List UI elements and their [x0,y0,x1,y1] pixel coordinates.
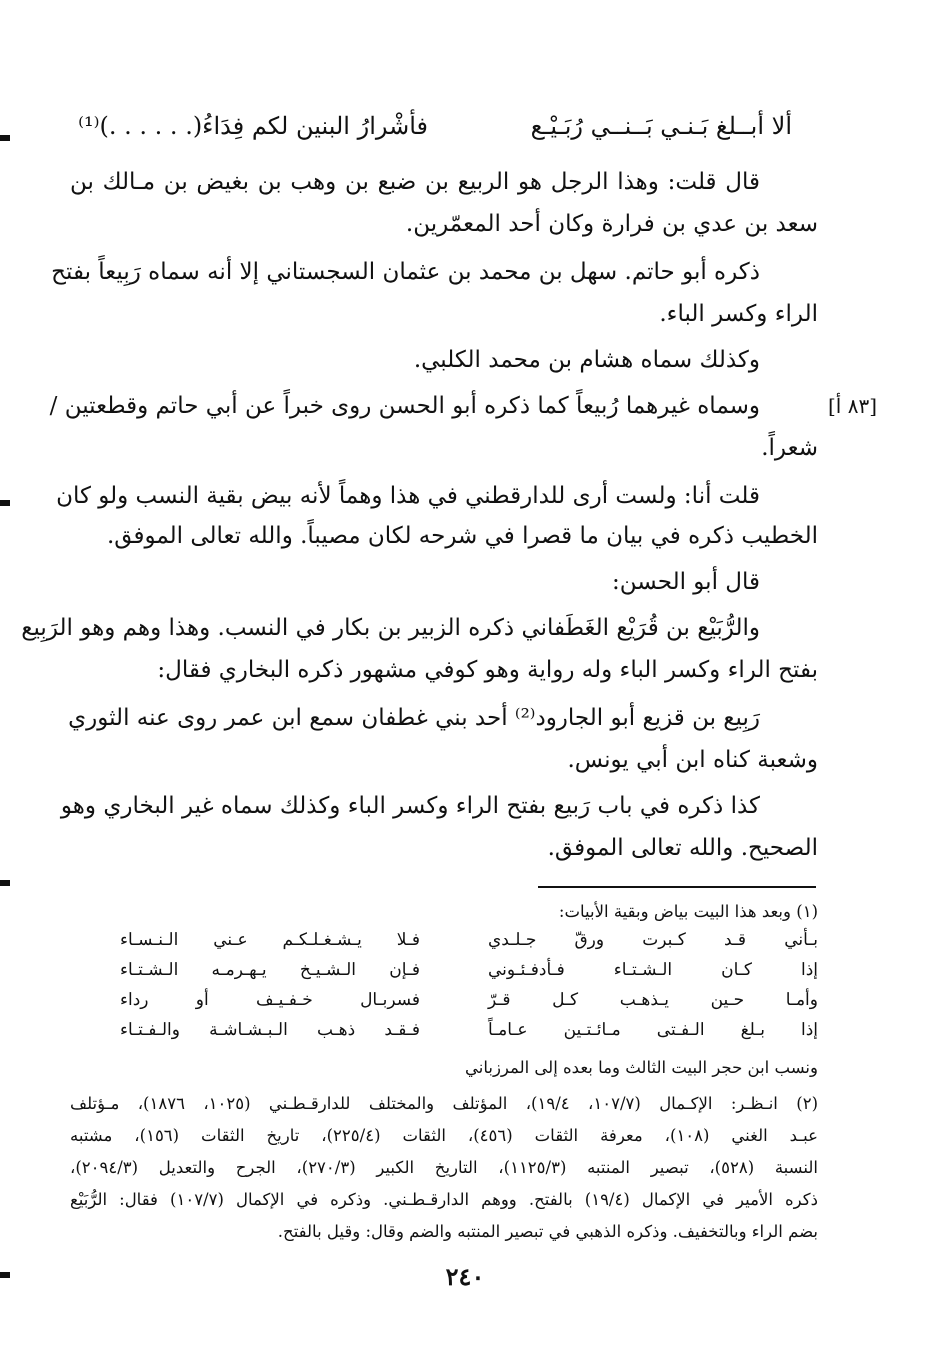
poem-hemistich: بـأني قـد كـبرت ورقّ جـلـدي [488,930,818,950]
page-number: ٢٤٠ [445,1262,485,1291]
poem-hemistich: فـإن الـشـيـخ يـهـرمـه الـشـتـاء [120,960,420,980]
body-line: وسماه غيرهما رُبيعاً كما ذكره أبو الحسن روى خبراً عن أبي حاتم وقطعتين / [49,393,760,419]
verse-header [70,112,818,152]
footnote-poem-line [120,960,818,988]
body-line: الخطيب ذكره في بيان ما قصرا في شرحه لكان مصيباً. والله تعالى الموفق. [106,523,818,549]
poem-hemistich: فـقـد ذهـب الـبـشـاشـة والـفـتـاء [120,1020,420,1040]
footnote-2-line: بضم الراء وبالتخفيف. وذكره الذهبي في تبصير المنتبه والضم وقال: وقيل بالفتح. [277,1222,818,1241]
body-line: والرُّبَيْع بن قُرَيْع الغَطَفاني ذكره الزبير بن بكار في النسب. وهذا وهم وهو الرَبِيع [21,615,760,641]
verse-hemistich-1: ألا أبــلغ بَـنـي بَــنــي رُبَـيْـع [530,112,792,140]
poem-hemistich: إذا كـان الـشـتـاء فـأدفـئـوني [488,960,818,980]
footnote-2-line: (٢) انـظـر: الإكـمال (١٠٧/٧، ١٩/٤)، المؤتلف والمختلف للدارقـطـني (١٠٢٥، ١٨٧٦)، مـؤتلف [70,1094,818,1113]
footnote-2-line: ذكره الأمير في الإكمال (١٩/٤) بالفتح. ووهم الدارقـطـني. وذكره في الإكمال (١٠٧/٧) فقال: الرُّبَيْع [70,1190,818,1209]
footnote-1-intro: (١) وبعد هذا البيت بياض وبقية الأبيات: [558,902,818,921]
body-line: وكذلك سماه هشام بن محمد الكلبي. [413,347,760,373]
body-line: الراء وكسر الباء. [659,301,818,327]
footnote-separator [538,886,816,888]
verse-hemistich-2: فأشْرارُ البنين لكم فِدَاءُ(. . . . . .)⁽¹⁾ [78,112,428,140]
body-line: قال قلت: وهذا الرجل هو الربيع بن ضبع بن وهب بن بغيض بن مـالك بن [70,169,760,195]
body-line: رَبِيع بن قزيع أبو الجارود⁽²⁾ أحد بني غطفان سمع ابن عمر روى عنه الثوري [68,705,760,731]
poem-hemistich: إذا بـلغ الـفـتى مـائـتـين عـامـاً [488,1020,818,1040]
body-line: وشعبة كناه ابن أبي يونس. [567,747,818,773]
body-line: كذا ذكره في باب رَبيع بفتح الراء وكسر الباء وكذلك سماه غير البخاري وهو [60,793,760,819]
binding-mark-2 [0,500,10,506]
body-line: سعد بن عدي بن فرارة وكان أحد المعمّرين. [405,211,818,237]
margin-folio-note: [٨٣ أ] [828,394,878,418]
binding-mark-1 [0,135,10,141]
footnote-1-note: ونسب ابن حجر البيت الثالث وما بعده إلى المرزباني [465,1058,818,1077]
poem-hemistich: وأمـا حـين يـذهـب كـل قـرّ [488,990,818,1010]
body-line: ذكره أبو حاتم. سهل بن محمد بن عثمان السجستاني إلا أنه سماه رَبِيعاً بفتح [51,259,760,285]
body-line: قلت أنا: ولست أرى للدارقطني في هذا وهماً لأنه بيض بقية النسب ولو كان [56,483,760,509]
footnote-2-line: عبـد الغني (١٠٨)، معرفة الثقات (٤٥٦)، الثقات (٢٢٥/٤)، تاريخ الثقات (١٥٦)، مشتبه [70,1126,818,1145]
binding-mark-3 [0,880,10,886]
footnote-2-line: النسبة (٥٢٨)، تبصير المنتبه (١١٢٥/٣)، التاريخ الكبير (٢٧٠/٣)، الجرح والتعديل (٢٠٩٤/٣)، [70,1158,818,1177]
footnote-poem-line [120,1020,818,1048]
body-line: الصحيح. والله تعالى الموفق. [547,835,818,861]
body-line: بفتح الراء وكسر الباء وله رواية وهو كوفي مشهور ذكره البخاري فقال: [157,657,818,683]
poem-hemistich: فـلا يـشـغـلـكـم عـني الـنـسـاء [120,930,420,950]
body-line: شعراً. [761,435,818,461]
body-line: قال أبو الحسن: [611,569,760,595]
footnote-poem-line [120,990,818,1018]
footnote-poem-line [120,930,818,958]
poem-hemistich: فسربـال خـفـيـف أو رداء [120,990,420,1010]
